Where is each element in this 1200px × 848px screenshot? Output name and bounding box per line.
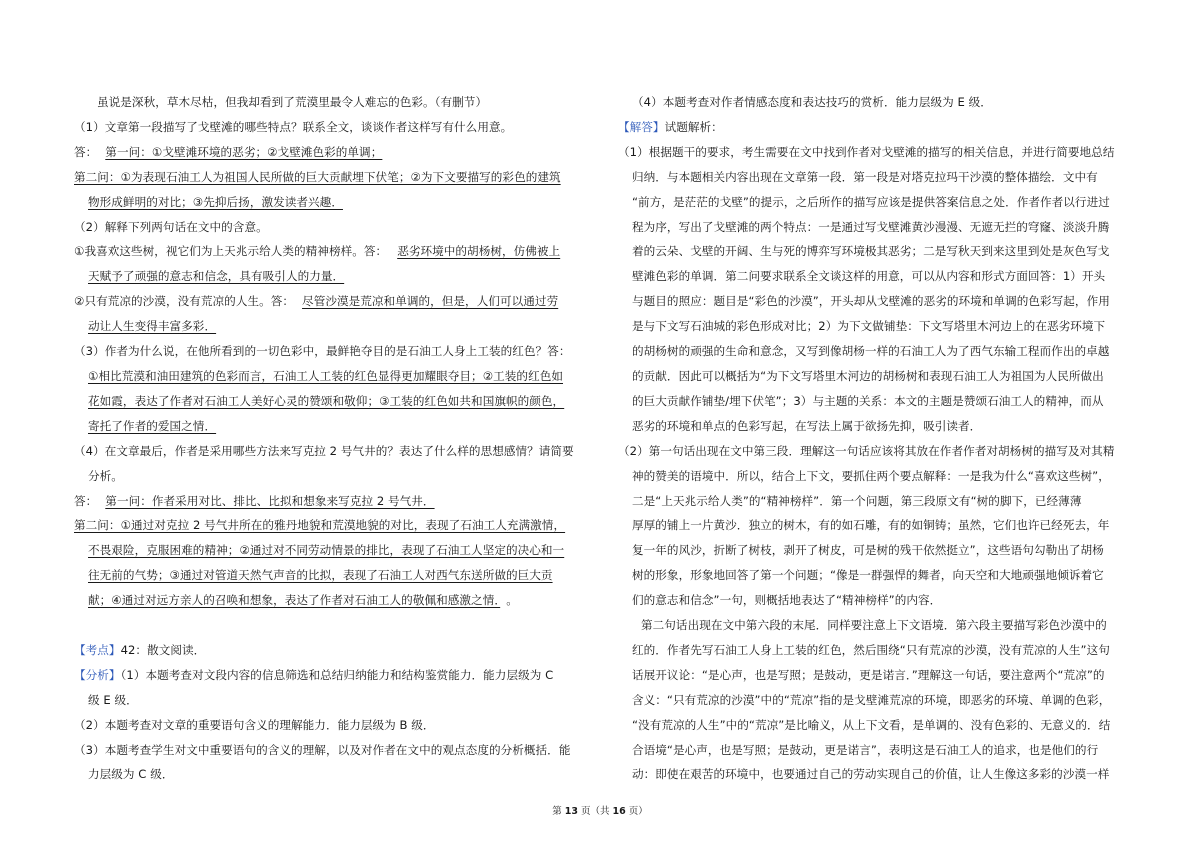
analysis-text: 的巨大贡献作铺垫/埋下伏笔”；3）与主题的关系：本文的主题是赞颂石油工人的精神，而从 [632,393,1104,408]
answer-text: ①相比荒漠和油田建筑的色彩而言，石油工人工装的红色显得更加耀眼夺目；②工装的红色如 [88,368,563,383]
answer-text: 尽管沙漠是荒凉和单调的，但是，人们可以通过劳 [302,294,559,309]
analysis-text: 动：即使在艰苦的环境中，也要通过自己的劳动实现自己的价值，让人生像这多彩的沙漠一样 [632,767,1110,782]
analysis-text: 着的云朵、戈壁的开阔、生与死的博弈写环境极其恶劣；二是写秋天到来这里到处是灰色写戈 [632,244,1110,259]
fenxi-text: 级 E 级． [88,692,138,707]
analysis-text: 是与下文写石油城的彩色形成对比；2）为下文做铺垫：下文写塔里木河边上的在恶劣环境下 [632,319,1106,334]
answer-text: 第一问：①戈壁滩环境的恶劣；②戈壁滩色彩的单调； [105,144,383,159]
answer-line [74,140,590,165]
answer-line [74,588,590,613]
answer-text: 天赋予了顽强的意志和信念，具有吸引人的力量． [88,269,345,284]
analysis-text: （2）第一句话出现在文中第三段．理解这一句话应该将其放在作者作者对胡杨树的描写及对其精 [618,443,1115,458]
analysis-text: 复一年的风沙，折断了树枝，剥开了树皮，可是树的残干依然挺立”，这些语句勾勒出了胡杨 [632,543,1104,558]
answer-text: 不畏艰险，克服困难的精神；②通过对不同劳动情景的排比，表现了石油工人坚定的决心和一 [88,543,565,558]
answer-text: 第二问：①为表现石油工人为祖国人民所做的巨大贡献埋下伏笔；②为下文要描写的彩色的建筑 [74,169,561,184]
analysis-text: 与题目的照应：题目是“彩色的沙漠”，开头却从戈壁滩的恶劣的环境和单调的色彩写起，作用 [632,294,1110,309]
text-line: 虽说是深秋，草木尽枯，但我却看到了荒漠里最令人难忘的色彩。（有删节） [97,95,488,109]
total-pages: 16 [612,806,626,817]
jieda-text: 试题解析： [664,119,723,134]
analysis-text: 恶劣的环境和单点的色彩写起，在写法上属于欲扬先抑，吸引读者． [632,418,982,433]
page-footer [0,803,1200,817]
footer-suffix: 页） [625,806,648,817]
spacer [74,613,590,638]
analysis-text: 归纳．与本题相关内容出现在文章第一段．第一段是对塔克拉玛干沙漠的整体描绘．文中有 [632,169,1098,184]
fenxi-text: （3）本题考查学生对文中重要语句的含义的理解，以及对作者在文中的观点态度的分析概括．能 [74,742,571,757]
question-1: （1）文章第一段描写了戈壁滩的哪些特点？联系全文，谈谈作者这样写有什么用意。 [74,119,513,134]
analysis-text: 红的．作者先写石油工人身上工装的红色，然后围绕“只有荒凉的沙漠，没有荒凉的人生”这句 [632,642,1110,657]
question-2-sub-2 [74,289,590,314]
kaodian-line [74,638,590,663]
fenxi-tag: 【分析】 [74,667,121,682]
right-column [618,90,1174,787]
analysis-text: 二是“上天兆示给人类”的“精神榜样”．第一个问题，第三段原文有“树的脚下，已经薄薄 [632,493,1082,508]
analysis-text: “前方，是茫茫的戈壁”的提示，之后所作的描写应该是提供答案信息之处．作者作者以行进过 [632,194,1110,209]
question-2-sub-1 [74,239,590,264]
jieda-tag: 【解答】 [618,119,665,134]
footer-mid: 页（共 [577,806,613,817]
left-column [74,90,590,787]
question-text: ①我喜欢这些树，视它们为上天兆示给人类的精神榜样。答： [74,244,388,259]
analysis-text: 合语境“是心声，也是写照；是鼓动，更是诺言”，表明这是石油工人的追求，也是他们的行 [632,742,1099,757]
answer-label: 答： [74,144,98,159]
question-text: ②只有荒凉的沙漠，没有荒凉的人生。答： [74,294,295,309]
fenxi-line [74,663,590,688]
analysis-text: 程为序，写出了戈壁滩的两个特点：一是通过写戈壁滩黄沙漫漫、无遮无拦的穹窿、淡淡升腾 [632,219,1110,234]
question-text: 分析。 [88,468,123,483]
answer-text: 动让人生变得丰富多彩． [88,319,217,334]
fenxi-text: （1）本题考查对文段内容的信息筛选和总结归纳能力和结构鉴赏能力．能力层级为 C [120,667,554,682]
fenxi-text: （4）本题考查对作者情感态度和表达技巧的赏析．能力层级为 E 级． [632,95,992,109]
analysis-text: 神的赞美的语境中．所以，结合上下文，要抓住两个要点解释：一是我为什么“喜欢这些树”， [632,468,1110,483]
answer-label: 答： [74,493,98,508]
analysis-text: 厚厚的铺上一片黄沙．独立的树木，有的如石雕，有的如铜铸；虽然，它们也许已经死去，年 [632,518,1110,533]
analysis-text: 的胡杨树的顽强的生命和意念，又写到像胡杨一样的石油工人为了西气东输工程而作出的卓越 [632,344,1110,359]
analysis-text: “没有荒凉的人生”中的“荒凉”是比喻义，从上下文看，是单调的、没有色彩的、无意义的．结 [632,717,1111,732]
page-number: 13 [564,806,578,817]
jieda-line [618,115,1174,140]
analysis-text: 第二句话出现在文中第六段的末尾．同样要注意上下文语境．第六段主要描写彩色沙漠中的 [641,618,1107,633]
question-4: （4）在文章最后，作者是采用哪些方法来写克拉 2 号气井的？表达了什么样的思想感情？请简要 [74,443,574,458]
answer-text: 恶劣环境中的胡杨树，仿佛被上 [397,244,561,259]
answer-text: 往无前的气势；③通过对管道天然气声音的比拟，表现了石油工人对西气东送所做的巨大贡 [88,568,553,583]
analysis-text: 的贡献．因此可以概括为“为下文写塔里木河边的胡杨树和表现石油工人为祖国为人民所做出 [632,368,1104,383]
answer-text: 献；④通过对远方亲人的召唤和想象，表达了作者对石油工人的敬佩和感激之情． [88,593,501,608]
footer-prefix: 第 [552,806,565,817]
answer-text: 。 [506,593,518,608]
answer-line [74,489,590,514]
question-3: （3）作者为什么说，在他所看到的一切色彩中，最鲜艳夺目的是石油工人身上工装的红色？答： [74,344,571,359]
analysis-text: 含义：“只有荒凉的沙漠”中的“荒凉”指的是戈壁滩荒凉的环境，即恶劣的环境、单调的色彩， [632,692,1111,707]
analysis-text: 壁滩色彩的单调．第二问要求联系全文谈这样的用意，可以从内容和形式方面回答：1）开头 [632,269,1106,284]
analysis-text: 话展开议论：“是心声，也是写照；是鼓动，更是诺言．”理解这一句话，要注意两个“荒凉”的 [632,667,1105,682]
fenxi-text: 力层级为 C 级． [88,767,174,782]
kaodian-text: 42：散文阅读． [120,642,206,657]
analysis-text: （1）根据题干的要求，考生需要在文中找到作者对戈壁滩的描写的相关信息，并进行简要地总结 [618,144,1115,159]
answer-text: 第一问：作者采用对比、排比、比拟和想象来写克拉 2 号气井． [105,493,435,508]
answer-text: 寄托了作者的爱国之情． [88,418,217,433]
kaodian-tag: 【考点】 [74,642,121,657]
answer-text: 第二问：①通过对克拉 2 号气井所在的雅丹地貌和荒漠地貌的对比，表现了石油工人充满激情， [74,518,566,533]
answer-text: 物形成鲜明的对比；③先抑后扬，激发读者兴趣． [88,194,343,209]
fenxi-text: （2）本题考查对文章的重要语句含义的理解能力．能力层级为 B 级． [74,717,435,732]
analysis-text: 们的意志和信念”一句，则概括地表达了“精神榜样”的内容． [632,593,942,608]
question-2: （2）解释下列两句话在文中的含意。 [74,219,268,234]
answer-text: 花如霞，表达了作者对石油工人美好心灵的赞颂和敬仰；③工装的红色如共和国旗帜的颜色， [88,393,565,408]
analysis-text: 树的形象，形象地回答了第一个问题；“像是一群强悍的舞者，向天空和大地顽强地倾诉着它 [632,568,1104,583]
